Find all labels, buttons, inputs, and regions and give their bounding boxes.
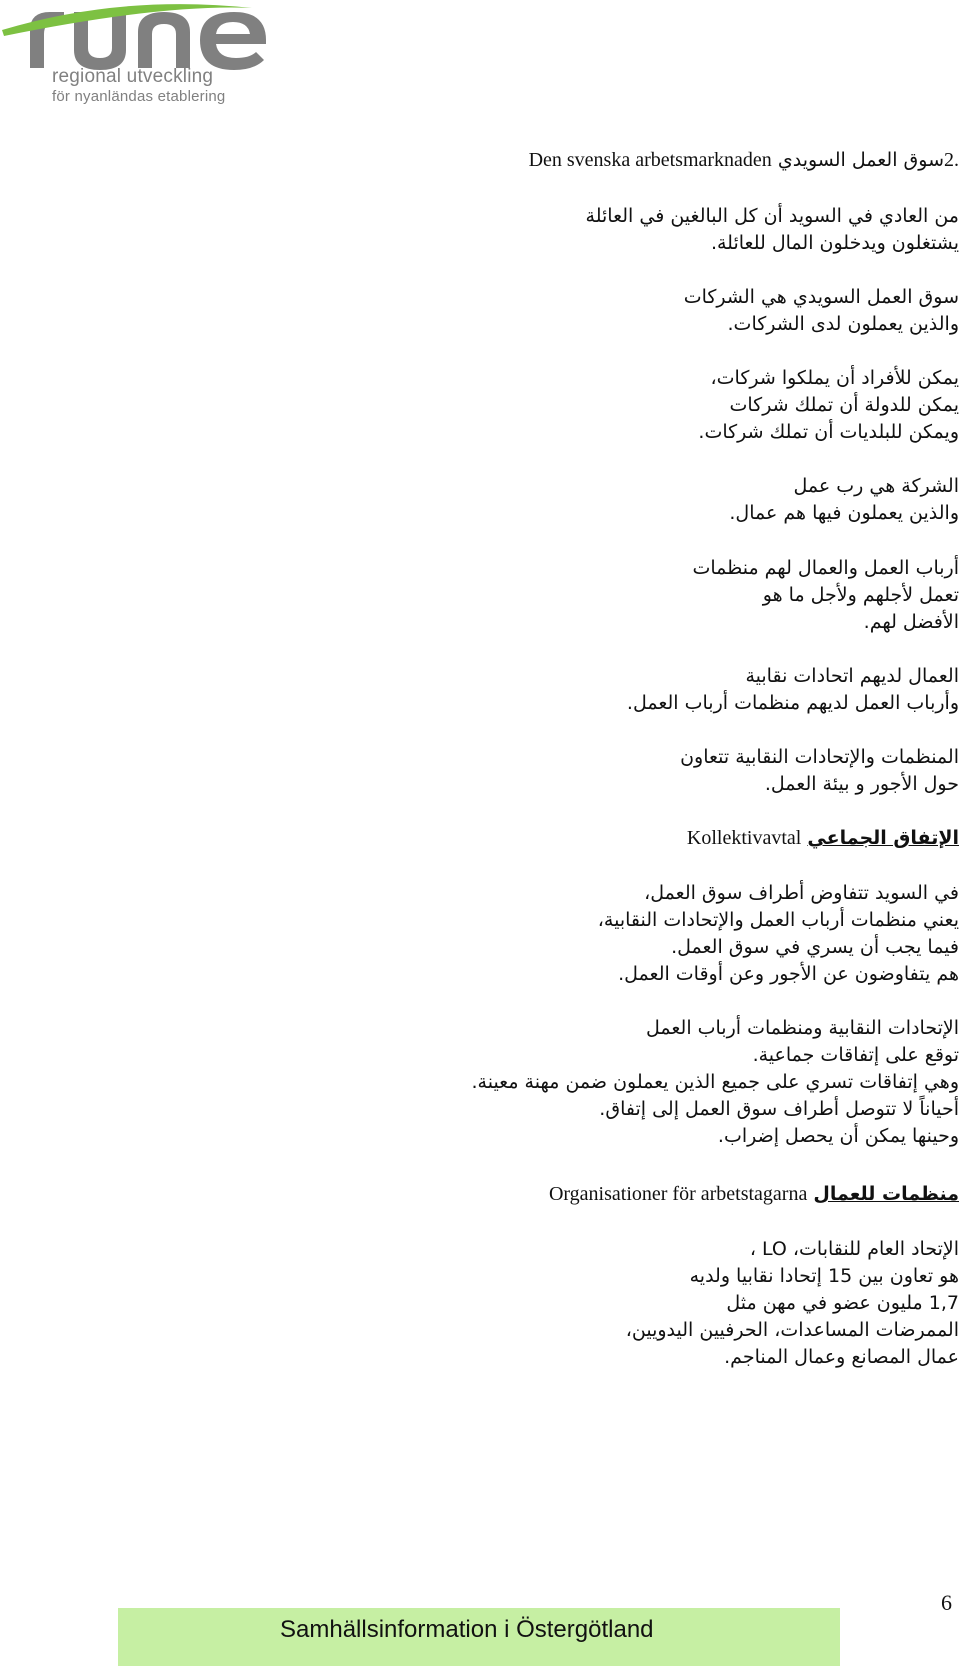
paragraph-line: حول الأجور و بيئة العمل.	[764, 773, 959, 795]
page-number: 6	[941, 1590, 952, 1615]
footer-text: Samhällsinformation i Östergötland	[280, 1616, 654, 1643]
paragraph-line: تعمل لأجلهم ولأجل ما هو	[762, 584, 959, 606]
paragraph-line: وهي إتفاقات تسري على جميع الذين يعملون ضمن مهنة معينة.	[471, 1071, 959, 1093]
paragraph-line: وأرباب العمل لديهم منظمات أرباب العمل.	[626, 692, 959, 714]
section-heading-labour-market: .2سوق العمل السويدي Den svenska arbetsmarknaden	[528, 149, 959, 171]
paragraph-line: يشتغلون ويدخلون المال للعائلة.	[710, 232, 959, 254]
logo-tagline-2: för nyanländas etablering	[52, 88, 226, 105]
paragraph-line: وحينها يمكن أن يحصل إضراب.	[717, 1125, 959, 1147]
paragraph-line: الإتحاد العام للنقابات، LO ،	[749, 1238, 959, 1260]
paragraph-line: سوق العمل السويدي هي الشركات	[683, 286, 959, 308]
paragraph-line: من العادي في السويد أن كل البالغين في العائلة	[585, 205, 959, 227]
paragraph-line: 1,7 مليون عضو في مهن مثل	[726, 1292, 959, 1314]
paragraph-line: يعني منظمات أرباب العمل والإتحادات النقابية،	[597, 909, 959, 931]
paragraph-line: الممرضات المساعدات، الحرفيين اليدويين،	[625, 1319, 959, 1341]
paragraph-line: هو تعاون بين 15 إتحادا نقابيا ولديه	[689, 1265, 959, 1287]
paragraph-line: ويمكن للبلديات أن تملك شركات.	[698, 421, 959, 443]
paragraph-line: أحياناً لا تتوصل أطراف سوق العمل إلى إتفاق.	[599, 1098, 959, 1120]
paragraph-line: الأفضل لهم.	[863, 611, 959, 633]
section-heading-worker-organisations: منظمات للعمال Organisationer för arbetstagarna	[548, 1183, 959, 1205]
paragraph-line: هم يتفاوضون عن الأجور وعن أوقات العمل.	[618, 963, 959, 985]
paragraph-line: عمال المصانع وعمال المناجم.	[724, 1346, 959, 1368]
paragraph-line: يمكن للأفراد أن يملكوا شركات،	[710, 367, 959, 389]
rune-wordmark-graphic	[2, 0, 302, 70]
paragraph-line: والذين يعملون لدى الشركات.	[727, 313, 959, 335]
rune-logo	[2, 0, 302, 112]
paragraph-line: توقع على إتفاقات جماعية.	[752, 1044, 959, 1066]
logo-tagline-1: regional utveckling	[52, 66, 214, 87]
paragraph-line: والذين يعملون فيها هم عمال.	[729, 502, 959, 524]
section-heading-collective-agreement: الإتفاق الجماعي Kollektivavtal	[686, 827, 959, 849]
paragraph-line: يمكن للدولة أن تملك شركات	[729, 394, 959, 416]
paragraph-line: الإتحادات النقابية ومنظمات أرباب العمل	[645, 1017, 959, 1039]
paragraph-line: في السويد تتفاوض أطراف سوق العمل،	[644, 882, 959, 904]
paragraph-line: العمال لديهم اتحادات نقابية	[745, 665, 959, 687]
paragraph-line: المنظمات والإتحادات النقابية تتعاون	[680, 746, 959, 768]
paragraph-line: فيما يجب أن يسري في سوق العمل.	[671, 936, 959, 958]
paragraph-line: أرباب العمل والعمال لهم منظمات	[692, 557, 959, 579]
paragraph-line: الشركة هي رب عمل	[793, 475, 959, 497]
